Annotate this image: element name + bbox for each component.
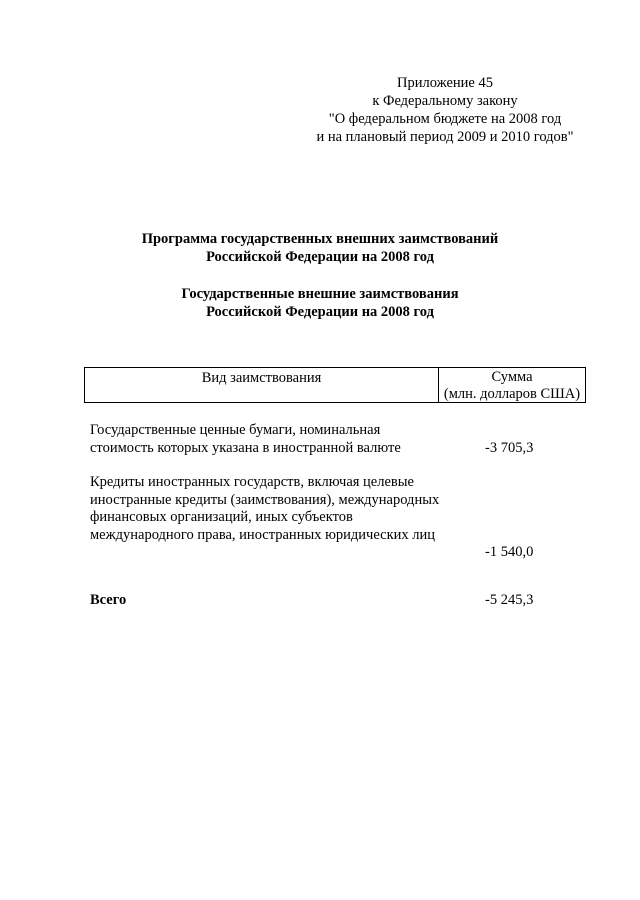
table-total-row (90, 592, 590, 610)
row-amount: -3 705,3 (485, 439, 534, 456)
table-row (90, 422, 590, 457)
column-header-amount-label: Сумма (491, 369, 533, 385)
appendix-law-title-1: "О федеральном бюджете на 2008 год (328, 111, 562, 127)
section-title-line-2: Российской Федерации на 2008 год (206, 304, 434, 320)
column-header-amount (439, 368, 585, 402)
appendix-law-ref: к Федеральному закону (372, 93, 518, 109)
appendix-law-title-2: и на плановый период 2009 и 2010 годов" (316, 129, 574, 145)
section-title (0, 285, 640, 321)
document-title (0, 230, 640, 266)
document-title-line-1: Программа государственных внешних заимствований (141, 231, 499, 247)
section-title-line-1: Государственные внешние заимствования (181, 286, 459, 302)
total-amount: -5 245,3 (485, 592, 534, 608)
row-description: Кредиты иностранных государств, включая целевые иностранные кредиты (заимствования), международных финансовых организаций, иных субъектов международного права, иностранных юридических лиц (90, 474, 440, 543)
column-header-amount-unit: (млн. долларов США) (443, 386, 581, 402)
total-label: Всего (90, 592, 127, 608)
column-header-type: Вид заимствования (85, 368, 439, 402)
table-header (84, 367, 586, 403)
document-title-line-2: Российской Федерации на 2008 год (206, 249, 434, 265)
table-row (90, 474, 590, 560)
row-amount: -1 540,0 (485, 544, 534, 560)
row-description: Государственные ценные бумаги, номинальная стоимость которых указана в иностранной валюте (90, 422, 401, 456)
appendix-number: Приложение 45 (397, 75, 493, 91)
appendix-header (280, 74, 610, 146)
